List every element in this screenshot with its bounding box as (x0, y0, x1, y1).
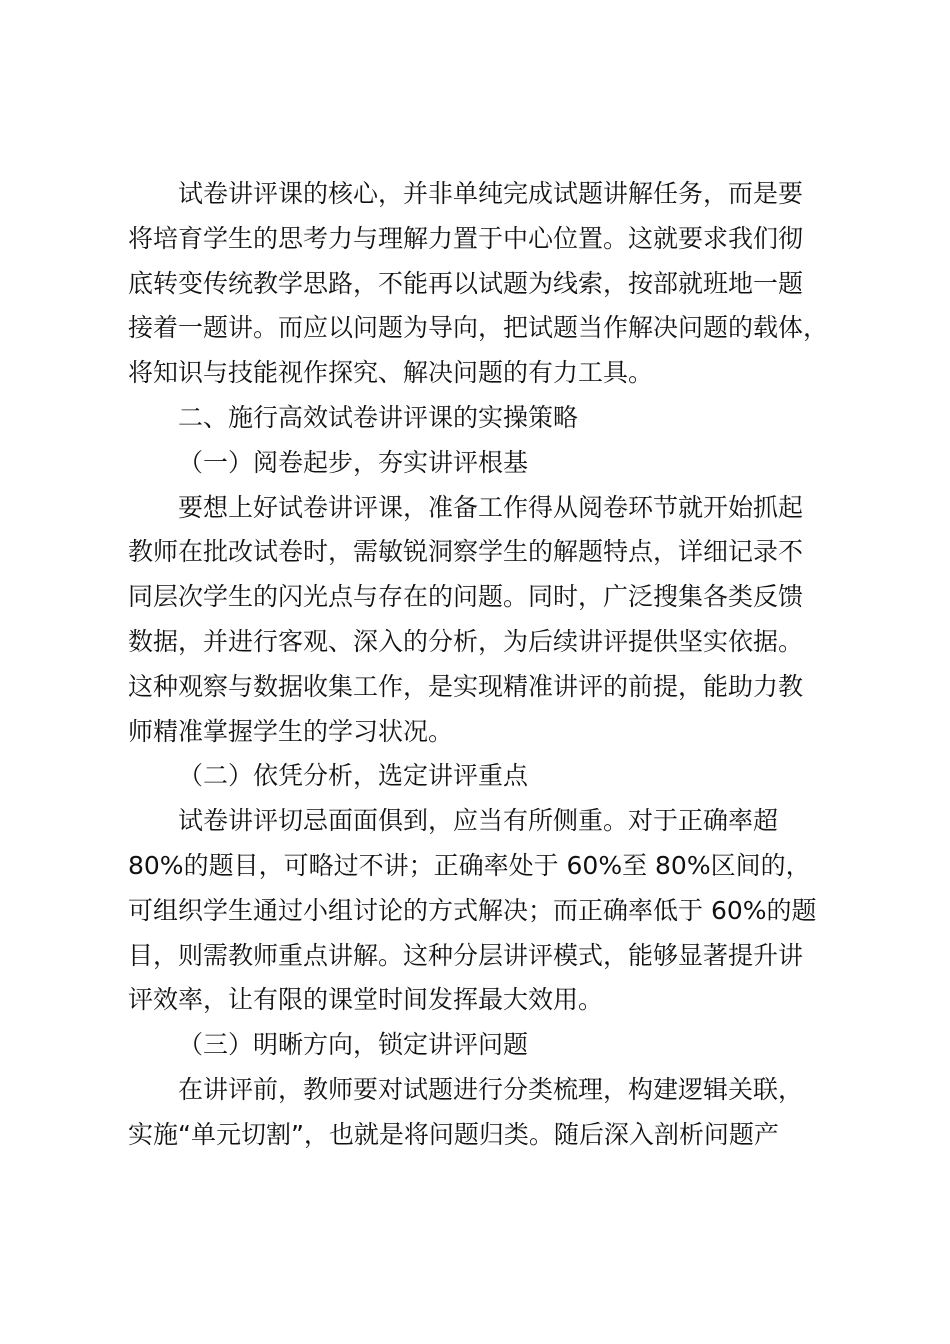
text-line: 80%的题目，可略过不讲；正确率处于 60%至 80%区间的， (128, 850, 811, 880)
text-line: 同层次学生的闪光点与存在的问题。同时，广泛搜集各类反馈 (128, 582, 804, 612)
text-line: 数据，并进行客观、深入的分析，为后续讲评提供坚实依据。 (128, 626, 804, 656)
text-line: 可组织学生通过小组讨论的方式解决；而正确率低于 60%的题 (128, 895, 817, 925)
text-line: 将培育学生的思考力与理解力置于中心位置。这就要求我们彻 (128, 223, 804, 253)
subsection-heading: （三）明晰方向，锁定讲评问题 (178, 1030, 529, 1060)
text-line: 师精准掌握学生的学习状况。 (128, 716, 454, 746)
text-line: 目，则需教师重点讲解。这种分层讲评模式，能够显著提升讲 (128, 940, 804, 970)
body-text (128, 172, 833, 1158)
section-heading: 二、施行高效试卷讲评课的实操策略 (178, 402, 579, 432)
subsection-heading: （二）依凭分析，选定讲评重点 (178, 761, 529, 791)
text-line: 这种观察与数据收集工作，是实现精准讲评的前提，能助力教 (128, 671, 804, 701)
text-line: 底转变传统教学思路，不能再以试题为线索，按部就班地一题 (128, 268, 804, 298)
text-line: 接着一题讲。而应以问题为导向，把试题当作解决问题的载体， (128, 313, 829, 343)
text-line: 试卷讲评课的核心，并非单纯完成试题讲解任务，而是要 (178, 179, 804, 208)
subsection-heading: （一）阅卷起步，夯实讲评根基 (178, 447, 529, 477)
text-line: 教师在批改试卷时，需敏锐洞察学生的解题特点，详细记录不 (128, 537, 804, 567)
text-line: 将知识与技能视作探究、解决问题的有力工具。 (128, 358, 654, 388)
text-line: 在讲评前，教师要对试题进行分类梳理，构建逻辑关联， (178, 1074, 804, 1104)
text-line: 评效率，让有限的课堂时间发挥最大效用。 (128, 985, 604, 1015)
text-line: 实施“单元切割”，也就是将问题归类。随后深入剖析问题产 (128, 1119, 779, 1149)
text-line: 试卷讲评切忌面面俱到，应当有所侧重。对于正确率超 (178, 806, 779, 836)
text-line: 要想上好试卷讲评课，准备工作得从阅卷环节就开始抓起 (178, 492, 804, 522)
